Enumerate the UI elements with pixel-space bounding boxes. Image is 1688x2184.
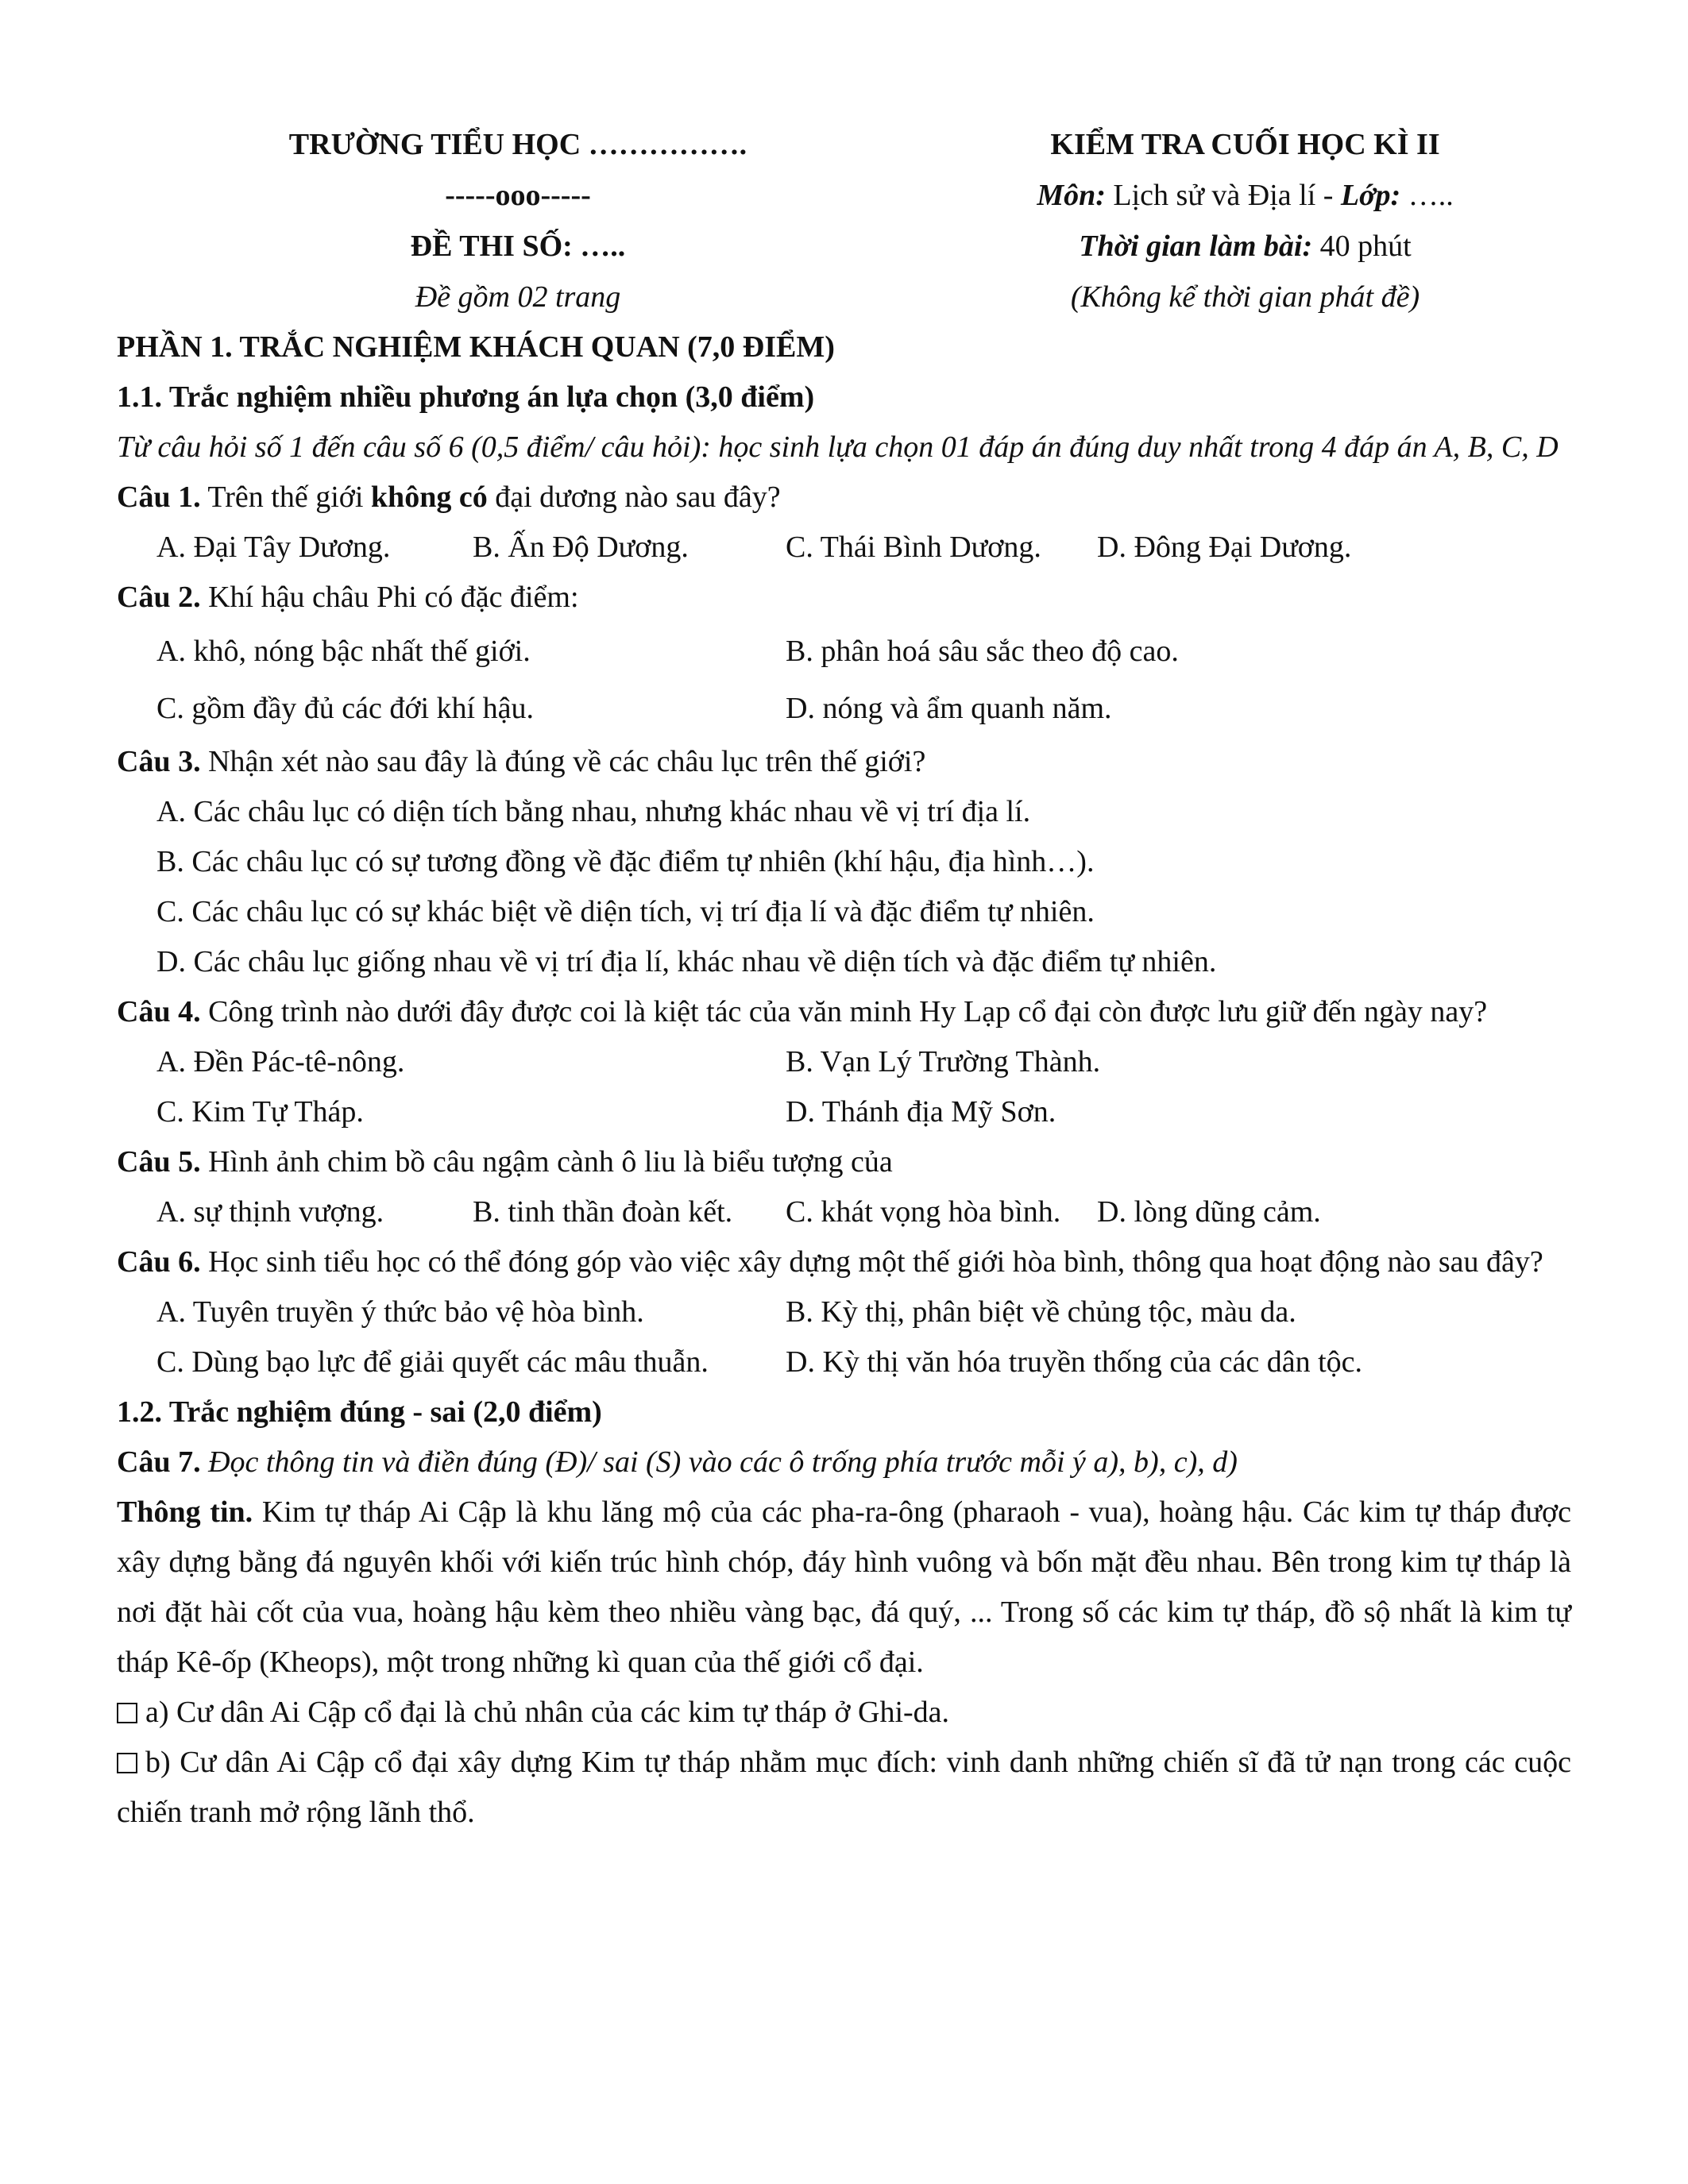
option-d[interactable]: D. nóng và ẩm quanh năm. bbox=[786, 692, 1112, 725]
option-d[interactable]: D. Các châu lục giống nhau về vị trí địa lí, khác nhau về diện tích và đặc điểm tự nhiên. bbox=[156, 945, 1217, 978]
option-c[interactable]: C. khát vọng hòa bình. bbox=[786, 1195, 1061, 1229]
exam-title: KIỂM TRA CUỐI HỌC KÌ II bbox=[1050, 128, 1440, 161]
time-value: 40 phút bbox=[1312, 230, 1412, 263]
question-number: Câu 5. bbox=[117, 1145, 201, 1179]
option-a[interactable]: A. Đền Pác-tê-nông. bbox=[156, 1045, 405, 1078]
pages-note: Đề gồm 02 trang bbox=[415, 280, 621, 314]
sub1-title: 1.1. Trắc nghiệm nhiều phương án lựa chọn (3,0 điểm) bbox=[117, 380, 815, 414]
option-d[interactable]: D. Kỳ thị văn hóa truyền thống của các dân tộc. bbox=[786, 1345, 1362, 1379]
option-a[interactable]: A. Đại Tây Dương. bbox=[156, 531, 391, 564]
time-label: Thời gian làm bài: bbox=[1079, 230, 1313, 263]
question-2-options bbox=[117, 623, 1571, 737]
question-text: Công trình nào dưới đây được coi là kiệt tác của văn minh Hy Lạp cổ đại còn được lưu giữ đến ngày nay? bbox=[200, 995, 1488, 1028]
exam-header bbox=[117, 119, 1571, 322]
option-a[interactable]: A. Các châu lục có diện tích bằng nhau, nhưng khác nhau về vị trí địa lí. bbox=[156, 795, 1031, 828]
question-text: Trên thế giới bbox=[200, 480, 371, 514]
option-b[interactable]: B. Kỳ thị, phân biệt về chủng tộc, màu da. bbox=[786, 1295, 1296, 1329]
info-label: Thông tin. bbox=[117, 1495, 253, 1529]
option-a[interactable]: A. Tuyên truyền ý thức bảo vệ hòa bình. bbox=[156, 1295, 644, 1329]
sub1-instruction: Từ câu hỏi số 1 đến câu số 6 (0,5 điểm/ câu hỏi): học sinh lựa chọn 01 đáp án đúng duy nhất trong 4 đáp án A, B, C, D bbox=[117, 430, 1559, 464]
question-1-options bbox=[117, 523, 1571, 573]
class-value: ….. bbox=[1400, 179, 1454, 212]
class-label: Lớp: bbox=[1340, 179, 1401, 212]
subject-label: Môn: bbox=[1037, 179, 1106, 212]
tf-item-text: b) Cư dân Ai Cập cổ đại xây dựng Kim tự tháp nhằm mục đích: vinh danh những chiến sĩ đã tử nạn trong các cuộc chiến tranh mở rộng lãnh thổ. bbox=[117, 1746, 1571, 1829]
question-text: Nhận xét nào sau đây là đúng về các châu lục trên thế giới? bbox=[200, 745, 926, 778]
option-b[interactable]: B. Các châu lục có sự tương đồng về đặc điểm tự nhiên (khí hậu, địa hình…). bbox=[156, 845, 1095, 878]
info-text: Kim tự tháp Ai Cập là khu lăng mộ của các pha-ra-ông (pharaoh - vua), hoàng hậu. Các kim tự tháp được xây dựng bằng đá nguyên khối với kiến trúc hình chóp, đáy hình vuông và bốn mặt đều nhau. Bên trong kim tự tháp là nơi đặt hài cốt của vua, hoàng hậu kèm theo nhiều vàng bạc, đá quý, ... Trong số các kim tự tháp, đồ sộ nhất là kim tự tháp Kê-ốp (Kheops), một trong những kì quan của thế giới cổ đại. bbox=[117, 1495, 1571, 1679]
option-b[interactable]: B. Ấn Độ Dương. bbox=[473, 531, 689, 564]
option-b[interactable]: B. phân hoá sâu sắc theo độ cao. bbox=[786, 635, 1179, 668]
question-7 bbox=[117, 1437, 1571, 1488]
option-c[interactable]: C. gồm đầy đủ các đới khí hậu. bbox=[156, 692, 534, 725]
option-c[interactable]: C. Thái Bình Dương. bbox=[786, 531, 1041, 564]
option-c[interactable]: C. Các châu lục có sự khác biệt về diện tích, vị trí địa lí và đặc điểm tự nhiên. bbox=[156, 895, 1095, 928]
subject-value: Lịch sử và Địa lí - bbox=[1105, 179, 1341, 212]
sub2-title: 1.2. Trắc nghiệm đúng - sai (2,0 điểm) bbox=[117, 1395, 602, 1429]
question-number: Câu 3. bbox=[117, 745, 201, 778]
question-text: Hình ảnh chim bồ câu ngậm cành ô liu là biểu tượng của bbox=[200, 1145, 893, 1179]
question-number: Câu 2. bbox=[117, 581, 201, 614]
question-5-options bbox=[117, 1187, 1571, 1237]
question-6 bbox=[117, 1237, 1571, 1287]
answer-checkbox[interactable] bbox=[117, 1703, 137, 1723]
question-4-options bbox=[117, 1037, 1571, 1137]
tf-item-a bbox=[117, 1688, 1571, 1738]
option-a[interactable]: A. sự thịnh vượng. bbox=[156, 1195, 384, 1229]
question-5 bbox=[117, 1137, 1571, 1187]
option-c[interactable]: C. Kim Tự Tháp. bbox=[156, 1095, 364, 1129]
question-text: Khí hậu châu Phi có đặc điểm: bbox=[200, 581, 579, 614]
question-4 bbox=[117, 987, 1571, 1037]
option-b[interactable]: B. Vạn Lý Trường Thành. bbox=[786, 1045, 1101, 1078]
question-6-options bbox=[117, 1287, 1571, 1387]
question-text: đại dương nào sau đây? bbox=[487, 480, 781, 514]
time-line bbox=[919, 221, 1571, 272]
tf-item-text: a) Cư dân Ai Cập cổ đại là chủ nhân của các kim tự tháp ở Ghi-da. bbox=[145, 1696, 950, 1729]
question-number: Câu 7. bbox=[117, 1445, 201, 1479]
question-text: Học sinh tiểu học có thể đóng góp vào việc xây dựng một thế giới hòa bình, thông qua hoạt động nào sau đây? bbox=[200, 1245, 1543, 1279]
option-a[interactable]: A. khô, nóng bậc nhất thế giới. bbox=[156, 635, 531, 668]
question-number: Câu 6. bbox=[117, 1245, 201, 1279]
option-b[interactable]: B. tinh thần đoàn kết. bbox=[473, 1195, 733, 1229]
question-3 bbox=[117, 737, 1571, 787]
question-2 bbox=[117, 573, 1571, 623]
tf-item-b bbox=[117, 1738, 1571, 1838]
answer-checkbox[interactable] bbox=[117, 1753, 137, 1773]
time-note: (Không kể thời gian phát đề) bbox=[1070, 280, 1420, 314]
header-right bbox=[919, 119, 1571, 322]
header-left bbox=[117, 119, 919, 322]
subject-line bbox=[919, 170, 1571, 221]
info-paragraph bbox=[117, 1488, 1571, 1688]
question-instruction: Đọc thông tin và điền đúng (Đ)/ sai (S) vào các ô trống phía trước mỗi ý a), b), c), d) bbox=[200, 1445, 1238, 1479]
header-separator: -----ooo----- bbox=[445, 179, 591, 212]
question-emphasis: không có bbox=[370, 480, 488, 514]
option-d[interactable]: D. Đông Đại Dương. bbox=[1097, 531, 1352, 564]
school-name: TRƯỜNG TIỂU HỌC ……………. bbox=[288, 128, 747, 161]
option-d[interactable]: D. Thánh địa Mỹ Sơn. bbox=[786, 1095, 1056, 1129]
option-d[interactable]: D. lòng dũng cảm. bbox=[1097, 1195, 1321, 1229]
question-1 bbox=[117, 473, 1571, 523]
exam-number: ĐỀ THI SỐ: ….. bbox=[410, 230, 626, 263]
question-number: Câu 1. bbox=[117, 480, 201, 514]
part1-title: PHẦN 1. TRẮC NGHIỆM KHÁCH QUAN (7,0 ĐIỂM) bbox=[117, 330, 835, 364]
option-c[interactable]: C. Dùng bạo lực để giải quyết các mâu thuẫn. bbox=[156, 1345, 709, 1379]
question-number: Câu 4. bbox=[117, 995, 201, 1028]
